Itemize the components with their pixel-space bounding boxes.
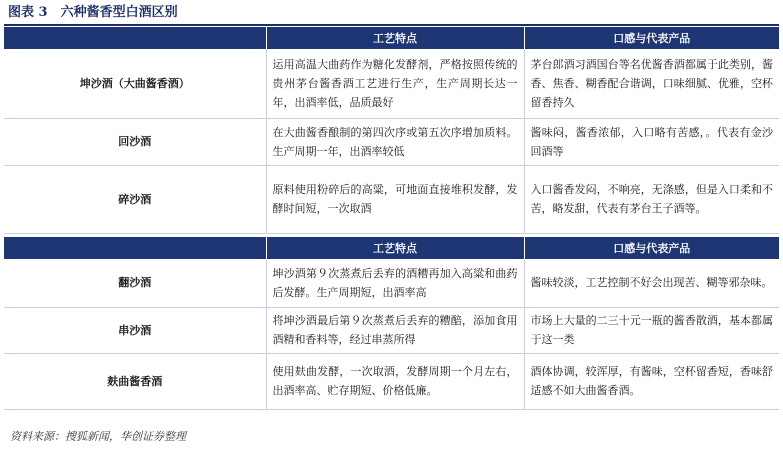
- table-row: [4, 165, 779, 233]
- taste-cell: 酱味较淡，工艺控制不好会出现苦、糊等邪杂味。: [524, 259, 779, 307]
- table-other-types: [4, 237, 779, 410]
- header-cell-craft: 工艺特点: [266, 237, 524, 259]
- craft-cell: 运用高温大曲药作为糖化发酵剂，严格按照传统的贵州茅台酱香酒工艺进行生产，生产周期长达一年，出酒率低，品质最好: [266, 49, 524, 118]
- header-cell-name: [4, 237, 266, 259]
- table-row: [4, 307, 779, 353]
- figure-title: 图表 3 六种酱香型白酒区别: [8, 5, 178, 20]
- taste-cell: 酒体协调，较浑厚，有酱味，空杯留香短，香味舒适感不如大曲酱香酒。: [524, 353, 779, 409]
- liquor-name: 坤沙酒（大曲酱香酒）: [4, 49, 266, 118]
- craft-cell: 使用麸曲发酵，一次取酒，发酵周期一个月左右，出酒率高、贮存期短、价格低廉。: [266, 353, 524, 409]
- liquor-name: 翻沙酒: [4, 259, 266, 307]
- craft-cell: 在大曲酱香酿制的第四次序或第五次序增加质料。生产周期一年，出酒率较低: [266, 118, 524, 165]
- header-cell-taste: 口感与代表产品: [524, 27, 779, 49]
- header-cell-craft: 工艺特点: [266, 27, 524, 49]
- table-row: [4, 353, 779, 409]
- table-row: [4, 49, 779, 118]
- table-main-types: [4, 27, 779, 234]
- liquor-name: 串沙酒: [4, 307, 266, 353]
- taste-cell: 茅台郎酒习酒国台等名优酱香酒都属于此类别，酱香、焦香、糊香配合谐调，口味细腻、优雅，空杯留香持久: [524, 49, 779, 118]
- source-note: 资料来源：搜狐新闻，华创证券整理: [10, 430, 186, 443]
- table-header-row: [4, 237, 779, 259]
- liquor-name: 回沙酒: [4, 118, 266, 165]
- craft-cell: 坤沙酒第９次蒸煮后丢弃的酒糟再加入高粱和曲药后发酵。生产周期短，出酒率高: [266, 259, 524, 307]
- taste-cell: 入口酱香发闷，不响亮，无涤感，但是入口柔和不苦，略发甜，代表有茅台王子酒等。: [524, 165, 779, 233]
- liquor-name: 碎沙酒: [4, 165, 266, 233]
- table-row: [4, 118, 779, 165]
- taste-cell: 市场上大量的二三十元一瓶的酱香散酒，基本都属于这一类: [524, 307, 779, 353]
- header-cell-taste: 口感与代表产品: [524, 237, 779, 259]
- title-rule: [4, 24, 779, 26]
- craft-cell: 将坤沙酒最后第９次蒸煮后丢弃的糟醅，添加食用酒精和香料等，经过串蒸所得: [266, 307, 524, 353]
- table-header-row: [4, 27, 779, 49]
- table-row: [4, 259, 779, 307]
- liquor-name: 麸曲酱香酒: [4, 353, 266, 409]
- header-cell-name: [4, 27, 266, 49]
- craft-cell: 原料使用粉碎后的高粱，可地面直接堆积发酵，发酵时间短，一次取酒: [266, 165, 524, 233]
- taste-cell: 酱味闷，酱香浓郁，入口略有苦感，。代表有金沙回酒等: [524, 118, 779, 165]
